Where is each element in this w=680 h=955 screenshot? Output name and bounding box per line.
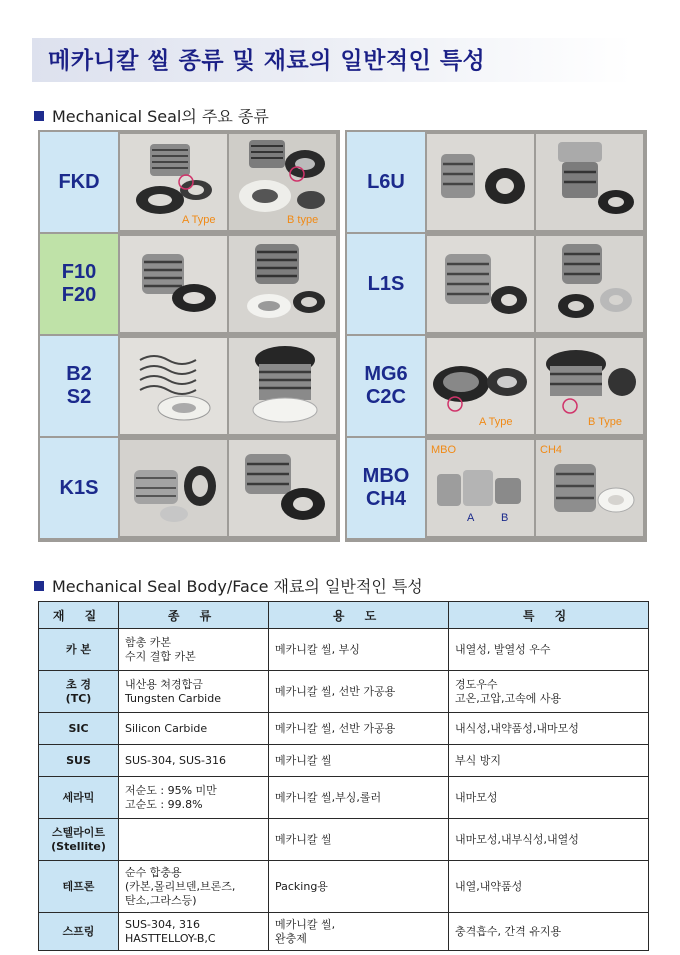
cell-use: 메카니칼 씰, 선반 가공용 xyxy=(269,671,449,713)
cell-use: 메카니칼 씰, 완충제 xyxy=(269,913,449,951)
seal-photo xyxy=(536,338,643,434)
photo-label: A Type xyxy=(479,416,513,428)
seal-row xyxy=(347,336,645,436)
cell-material: SUS xyxy=(39,745,119,777)
section-heading-types-text: Mechanical Seal의 주요 종류 xyxy=(52,107,269,126)
seal-code: B2 S2 xyxy=(40,336,118,436)
seal-row xyxy=(40,336,338,436)
cell-types: SUS-304, SUS-316 xyxy=(119,745,269,777)
cell-material: 세라믹 xyxy=(39,777,119,819)
seal-photo xyxy=(427,236,534,332)
seal-code: FKD xyxy=(40,132,118,232)
table-row xyxy=(39,671,649,713)
seal-code: K1S xyxy=(40,438,118,538)
cell-material: 스텔라이트 (Stellite) xyxy=(39,819,119,861)
cell-feature: 내열,내약품성 xyxy=(449,861,649,913)
cell-types: SUS-304, 316 HASTTELLOY-B,C xyxy=(119,913,269,951)
seal-code: L6U xyxy=(347,132,425,232)
cell-use: 메카니칼 씰, 부싱 xyxy=(269,629,449,671)
seal-row xyxy=(40,234,338,334)
photo-label: MBO xyxy=(431,444,457,456)
cell-feature: 내열성, 발열성 우수 xyxy=(449,629,649,671)
seal-photo xyxy=(229,338,336,434)
seal-code: L1S xyxy=(347,234,425,334)
cell-use: 메카니칼 씰 xyxy=(269,819,449,861)
table-row xyxy=(39,745,649,777)
cell-types: 순수 합충용 (카본,몰리브덴,브론즈, 탄소,그라스등) xyxy=(119,861,269,913)
photo-label: A Type xyxy=(182,214,216,226)
cell-use: 메카니칼 씰,부싱,롤러 xyxy=(269,777,449,819)
photo-sublabel-b: B xyxy=(501,512,509,524)
header-material: 재 질 xyxy=(39,602,119,629)
cell-feature: 부식 방지 xyxy=(449,745,649,777)
table-row xyxy=(39,913,649,951)
cell-material: 스프링 xyxy=(39,913,119,951)
seal-photo xyxy=(427,440,534,536)
section-heading-materials-text: Mechanical Seal Body/Face 재료의 일반적인 특성 xyxy=(52,577,423,596)
cell-material: 카 본 xyxy=(39,629,119,671)
seal-panel-left xyxy=(38,130,340,542)
cell-types: 함총 카본 수지 결합 카본 xyxy=(119,629,269,671)
seal-code: MG6 C2C xyxy=(347,336,425,436)
table-row xyxy=(39,629,649,671)
cell-feature: 충격흡수, 간격 유지용 xyxy=(449,913,649,951)
seal-row xyxy=(347,132,645,232)
seal-photo xyxy=(120,134,227,230)
seal-code: F10 F20 xyxy=(40,234,118,334)
seal-row xyxy=(347,234,645,334)
photo-label: B type xyxy=(287,214,319,226)
table-header-row xyxy=(39,602,649,629)
table-row xyxy=(39,713,649,745)
header-use: 용 도 xyxy=(269,602,449,629)
table-row xyxy=(39,819,649,861)
cell-use: 메카니칼 씰, 선반 가공용 xyxy=(269,713,449,745)
section-heading-types xyxy=(34,104,269,127)
seal-photo xyxy=(536,236,643,332)
seal-code: MBO CH4 xyxy=(347,438,425,538)
seal-row xyxy=(347,438,645,538)
seal-photo xyxy=(120,440,227,536)
seal-photo xyxy=(536,134,643,230)
photo-label: B Type xyxy=(588,416,623,428)
cell-types: 내산용 쳐경합금 Tungsten Carbide xyxy=(119,671,269,713)
table-row xyxy=(39,861,649,913)
seal-photo xyxy=(229,440,336,536)
bullet-square-icon xyxy=(34,111,44,121)
header-feature: 특 징 xyxy=(449,602,649,629)
photo-label: CH4 xyxy=(540,444,563,456)
cell-use: Packing용 xyxy=(269,861,449,913)
cell-material: 테프론 xyxy=(39,861,119,913)
bullet-square-icon xyxy=(34,581,44,591)
cell-feature: 경도우수 고온,고압,고속에 사용 xyxy=(449,671,649,713)
seal-photo xyxy=(427,134,534,230)
photo-sublabel-a: A xyxy=(467,512,475,524)
cell-types: 저순도 : 95% 미만 고순도 : 99.8% xyxy=(119,777,269,819)
cell-types xyxy=(119,819,269,861)
cell-material: 초 경 (TC) xyxy=(39,671,119,713)
cell-types: Silicon Carbide xyxy=(119,713,269,745)
table-row xyxy=(39,777,649,819)
seal-photo xyxy=(536,440,643,536)
header-types: 종 류 xyxy=(119,602,269,629)
seal-row xyxy=(40,132,338,232)
seal-photo xyxy=(229,236,336,332)
cell-feature: 내식성,내약품성,내마모성 xyxy=(449,713,649,745)
seal-photo xyxy=(120,338,227,434)
cell-material: SIC xyxy=(39,713,119,745)
cell-feature: 내마모성,내부식성,내열성 xyxy=(449,819,649,861)
cell-feature: 내마모성 xyxy=(449,777,649,819)
seal-photo xyxy=(229,134,336,230)
cell-use: 메카니칼 씰 xyxy=(269,745,449,777)
seal-row xyxy=(40,438,338,538)
seal-panel-right xyxy=(345,130,647,542)
page-title: 메카니칼 씰 종류 및 재료의 일반적인 특성 xyxy=(48,48,486,74)
seal-photo xyxy=(120,236,227,332)
seal-photo xyxy=(427,338,534,434)
materials-table xyxy=(38,601,649,951)
section-heading-materials xyxy=(34,574,423,597)
